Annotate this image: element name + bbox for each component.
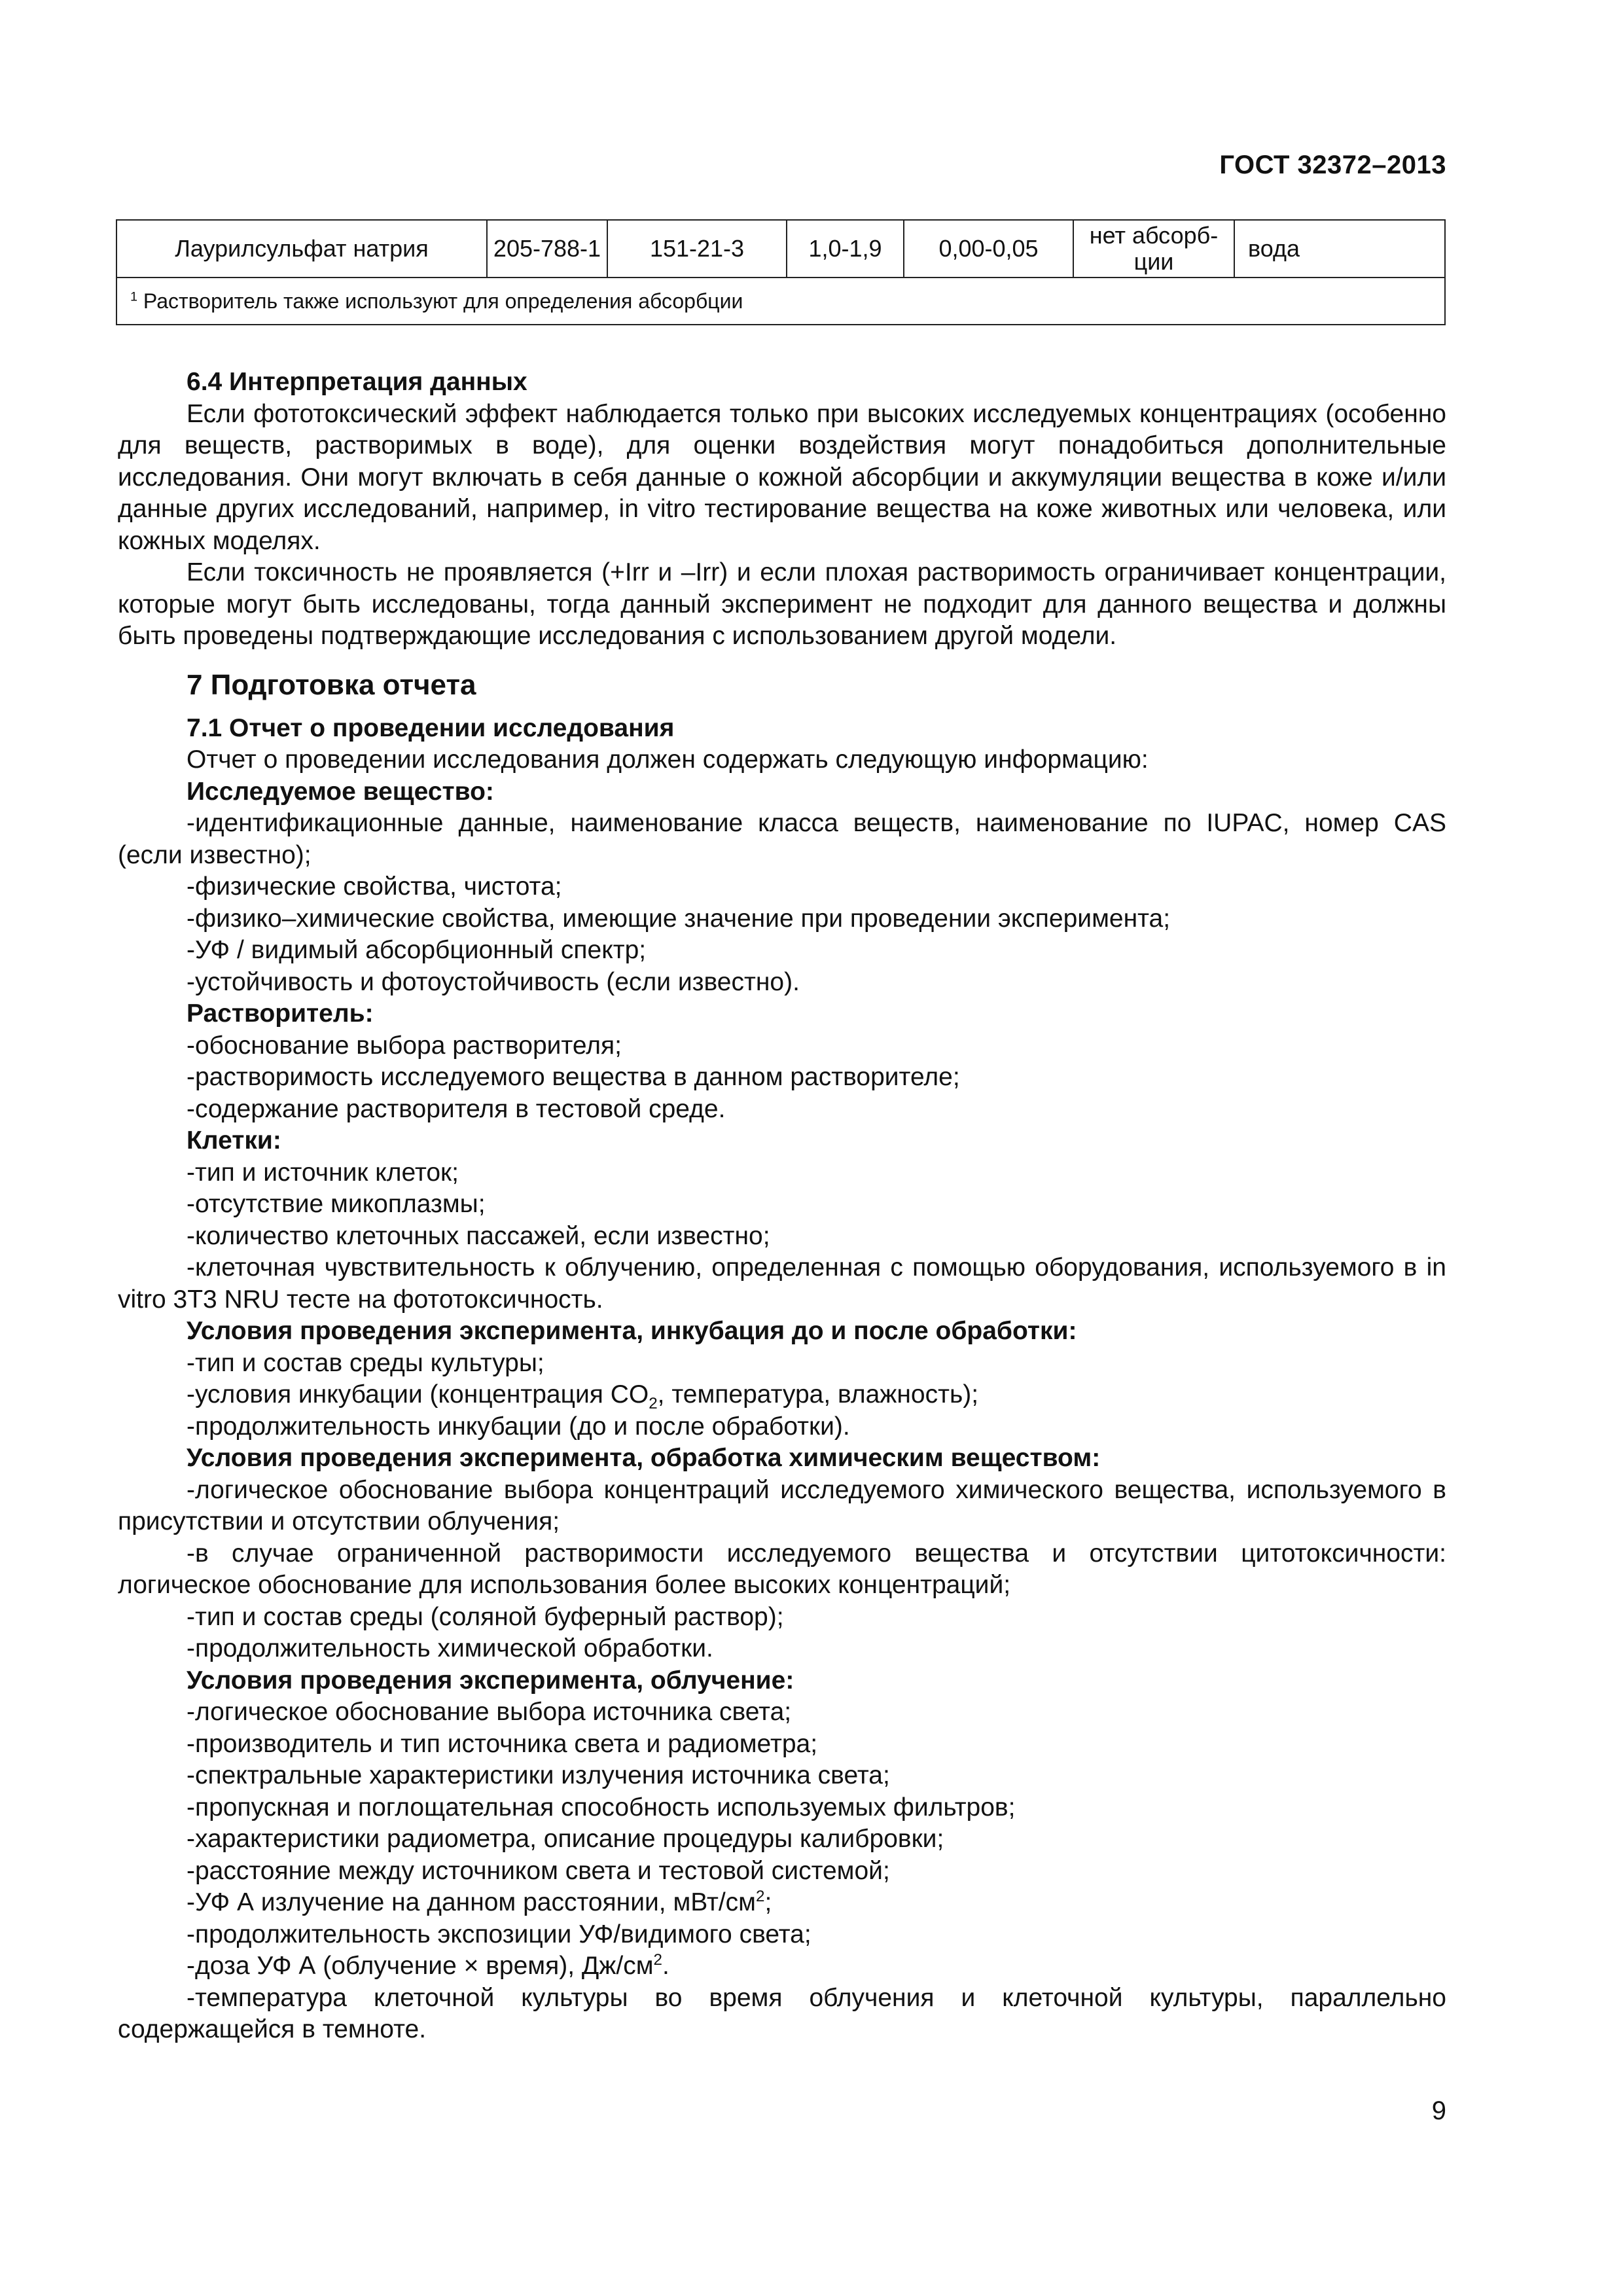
cell-ec-number: 205-788-1 <box>487 220 607 278</box>
list-item <box>118 1887 1446 1919</box>
list-item: -растворимость исследуемого вещества в данном растворителе; <box>187 1063 960 1091</box>
list-item: -клеточная чувствительность к облучению, определенная с помощью оборудования, используемого в in vitro 3T3 NRU тесте на фототоксичность. <box>118 1253 1446 1314</box>
uva-text-b: ; <box>764 1888 772 1916</box>
list-item: -логическое обоснование выбора источника света; <box>187 1698 792 1726</box>
list-item: -отсутствие микоплазмы; <box>187 1190 486 1218</box>
list-item: -обоснование выбора растворителя; <box>187 1031 622 1060</box>
list-item: -идентификационные данные, наименование класса веществ, наименование по IUPAC, номер CAS (если известно); <box>118 809 1446 869</box>
dose-text-b: . <box>662 1952 669 1980</box>
list-item: -температура клеточной культуры во время облучения и клеточной культуры, параллельно содержащейся в темноте. <box>118 1983 1446 2043</box>
cell-absorption <box>1073 220 1234 278</box>
list-item: -содержание растворителя в тестовой среде. <box>187 1094 726 1123</box>
group-title-test-substance: Исследуемое вещество: <box>187 777 494 806</box>
section-6-4-paragraph-1: Если фототоксический эффект наблюдается только при высоких исследуемых концентрациях (особенно для веществ, растворимых в воде), для оценки воздействия могут понадобиться дополнительные исследования. Они могут включать в себя данные о кожной абсорбции и аккумуляции вещества в коже и/или данные других исследований, например, in vitro тестирование вещества на коже животных или человека, или кожных моделях. <box>118 399 1446 555</box>
list-item: -расстояние между источником света и тестовой системой; <box>187 1856 890 1885</box>
list-item: -физические свойства, чистота; <box>187 872 562 901</box>
list-item: -продолжительность химической обработки. <box>187 1634 713 1662</box>
list-item <box>118 1379 1446 1411</box>
group-title-chemical-treatment: Условия проведения эксперимента, обработка химическим веществом: <box>187 1444 1101 1472</box>
list-item: -продолжительность экспозиции УФ/видимого света; <box>187 1920 812 1948</box>
group-title-cells: Клетки: <box>187 1126 281 1155</box>
substance-table <box>116 219 1446 325</box>
list-item: -УФ / видимый абсорбционный спектр; <box>187 936 647 964</box>
table-footnote <box>116 278 1445 325</box>
dose-superscript: 2 <box>653 1951 662 1969</box>
cell-range: 0,00-0,05 <box>904 220 1073 278</box>
cell-substance-name: Лаурилсульфат натрия <box>116 220 487 278</box>
list-item <box>118 1950 1446 1982</box>
list-item: -тип и состав среды культуры; <box>187 1348 544 1377</box>
list-item: -пропускная и поглощательная способность используемых фильтров; <box>187 1793 1016 1821</box>
uva-superscript: 2 <box>756 1888 765 1905</box>
cell-solvent: вода <box>1234 220 1445 278</box>
incubation-text-b: , температура, влажность); <box>657 1380 979 1408</box>
page-number: 9 <box>1431 2096 1446 2125</box>
list-item: -устойчивость и фотоустойчивость (если известно). <box>187 967 800 996</box>
cell-cas-number: 151-21-3 <box>607 220 787 278</box>
list-item: -тип и источник клеток; <box>187 1158 459 1187</box>
report-intro: Отчет о проведении исследования должен содержать следующую информацию: <box>187 745 1149 774</box>
list-item: -производитель и тип источника света и радиометра; <box>187 1729 818 1758</box>
list-item: -характеристики радиометра, описание процедуры калибровки; <box>187 1825 944 1853</box>
list-item: -логическое обоснование выбора концентраций исследуемого химического вещества, используемого в присутствии и отсутствии облучения; <box>118 1475 1446 1535</box>
list-item: -количество клеточных пассажей, если известно; <box>187 1221 770 1250</box>
table-row <box>116 220 1445 278</box>
group-title-solvent: Растворитель: <box>187 999 374 1028</box>
list-item: -физико–химические свойства, имеющие значение при проведении эксперимента; <box>187 904 1171 933</box>
body-text <box>118 367 1446 2046</box>
standard-code: ГОСТ 32372–2013 <box>1219 151 1446 179</box>
cell-logkow: 1,0-1,9 <box>787 220 904 278</box>
group-title-incubation: Условия проведения эксперимента, инкубация до и после обработки: <box>187 1317 1077 1345</box>
list-item: -тип и состав среды (соляной буферный раствор); <box>187 1602 784 1631</box>
group-title-irradiation: Условия проведения эксперимента, облучение: <box>187 1666 794 1695</box>
section-6-4-heading: 6.4 Интерпретация данных <box>187 368 527 396</box>
absorption-line-2: ции <box>1133 248 1174 275</box>
section-6-4-paragraph-2: Если токсичность не проявляется (+Irr и –Irr) и если плохая растворимость ограничивает концентрации, которые могут быть исследованы, тогда данный эксперимент не подходит для данного вещества и должны быть проведены подтверждающие исследования с использованием другой модели. <box>118 558 1446 650</box>
footnote-mark: 1 <box>130 289 138 304</box>
list-item: -продолжительность инкубации (до и после обработки). <box>187 1412 850 1441</box>
list-item: -спектральные характеристики излучения источника света; <box>187 1761 890 1789</box>
table-footnote-row <box>116 278 1445 325</box>
absorption-line-1: нет абсорб- <box>1089 222 1219 249</box>
co2-subscript: 2 <box>649 1394 658 1412</box>
footnote-text: Растворитель также используют для определения абсорбции <box>143 289 743 313</box>
section-7-heading: 7 Подготовка отчета <box>187 668 476 701</box>
list-item: -в случае ограниченной растворимости исследуемого вещества и отсутствии цитотоксичности: логическое обоснование для использования более высоких концентраций; <box>118 1539 1446 1599</box>
incubation-text-a: -условия инкубации (концентрация CO <box>187 1380 649 1408</box>
uva-text-a: -УФ А излучение на данном расстоянии, мВт/см <box>187 1888 756 1916</box>
section-7-1-heading: 7.1 Отчет о проведении исследования <box>187 713 675 742</box>
dose-text-a: -доза УФ А (облучение × время), Дж/см <box>187 1952 654 1980</box>
